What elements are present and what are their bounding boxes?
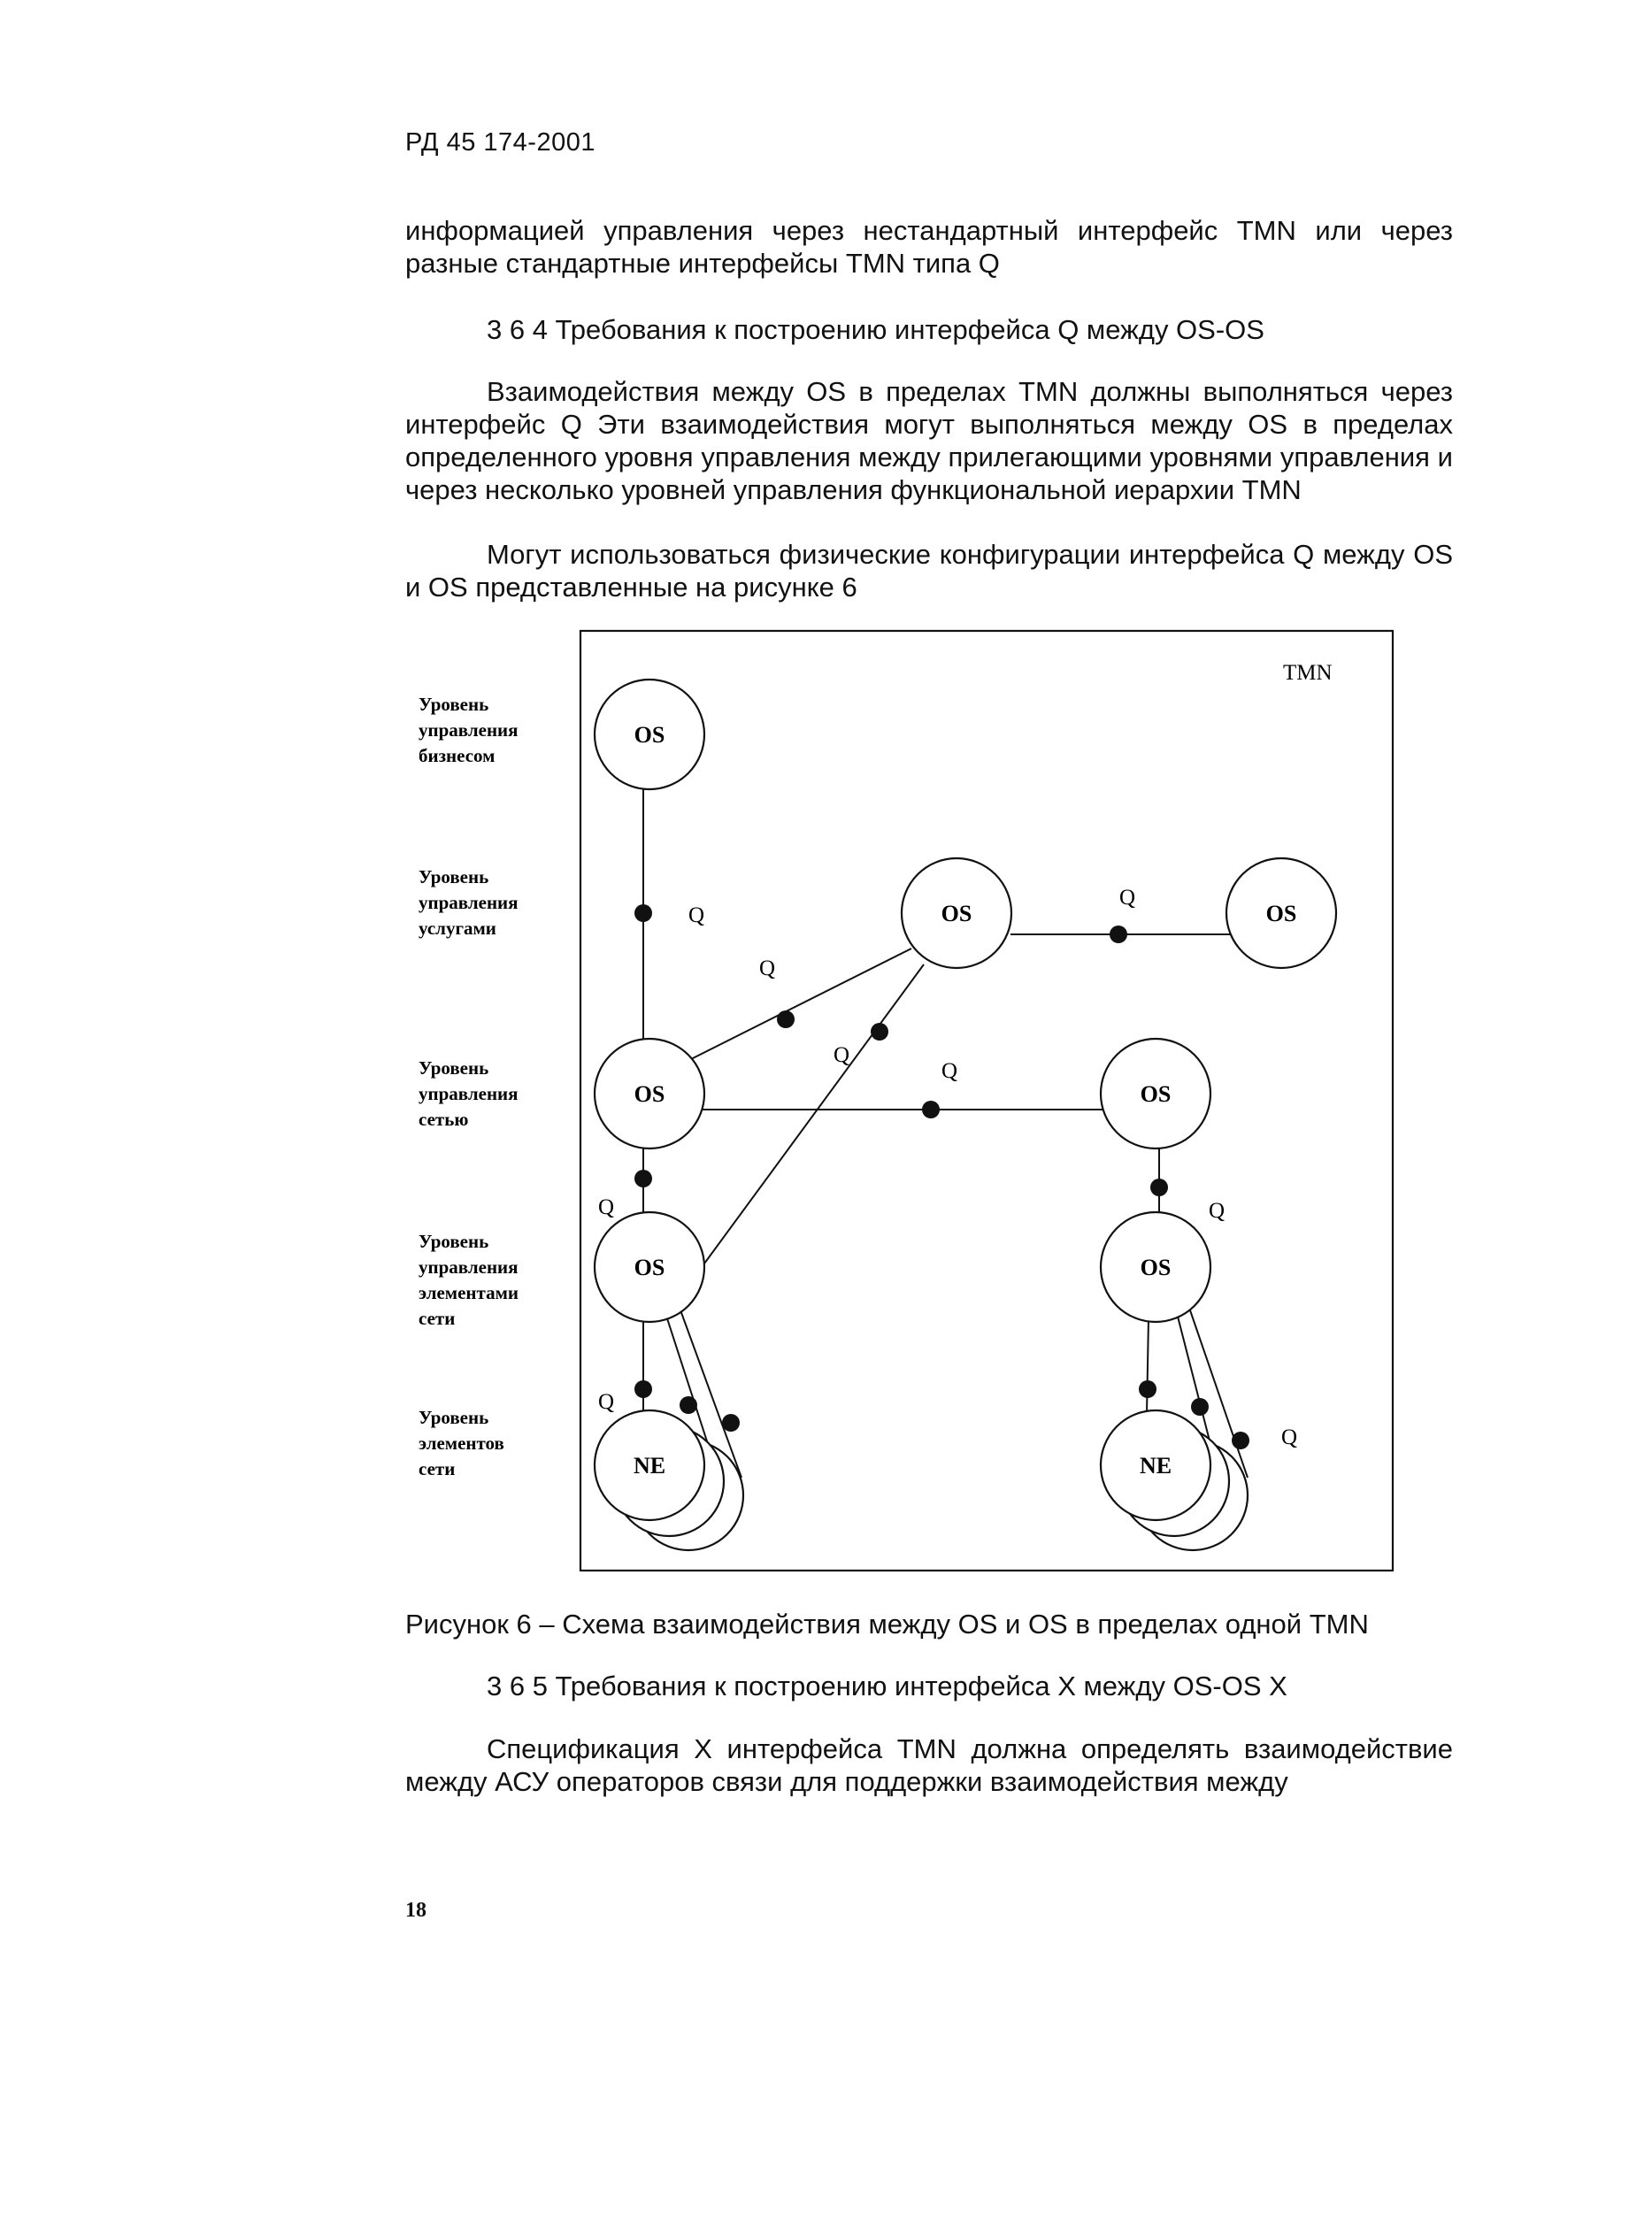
q-point-element-ne-right-1 (1139, 1380, 1156, 1398)
q-label: Q (688, 903, 705, 927)
q-point-element-ne-right-3 (1232, 1432, 1249, 1449)
os-node-label: OS (634, 1081, 665, 1107)
section-heading-3-6-4: 3 6 4 Требования к построению интерфейса Q между OS-OS (487, 314, 1264, 345)
paragraph-os-interaction: Взаимодействия между OS в пределах TMN должны выполняться через интерфейс Q Эти взаимодействия могут выполняться между OS в пределах определенного уровня управления между прилегающими уровнями управления и через несколько уровней управления функциональной иерархии TMN (405, 376, 1453, 505)
q-point-element-ne-left-2 (680, 1396, 697, 1414)
ne-node-label: NE (633, 1453, 666, 1479)
q-label: Q (759, 956, 776, 980)
section-heading-3-6-5: 3 6 5 Требования к построению интерфейса X между OS-OS X (487, 1671, 1287, 1701)
ne-node-label: NE (1139, 1453, 1172, 1479)
os-node-label: OS (634, 722, 665, 748)
os-node-label: OS (1265, 901, 1297, 926)
q-label: Q (598, 1390, 615, 1414)
tmn-label: TMN (1283, 661, 1333, 685)
level-label-network: Уровень управления сетью (419, 1057, 519, 1130)
q-label: Q (834, 1043, 850, 1067)
q-label: Q (1209, 1199, 1226, 1223)
link-right-element-os-to-ne-1 (1147, 1318, 1149, 1414)
q-point-service-element (871, 1023, 888, 1041)
level-label-element-management: Уровень управления элементами сети (419, 1231, 519, 1329)
os-node-label: OS (1140, 1081, 1172, 1107)
paragraph-continuation: информацией управления через нестандартный интерфейс TMN или через разные стандартные интерфейсы TMN типа Q (405, 215, 1453, 279)
os-node-label: OS (1140, 1255, 1172, 1280)
q-label: Q (598, 1195, 615, 1219)
q-point-network-service (777, 1010, 795, 1028)
paragraph-physical-configurations: Могут использоваться физические конфигурации интерфейса Q между OS и OS представленные на рисунке 6 (405, 539, 1453, 603)
q-point-element-ne-left-1 (634, 1380, 652, 1398)
link-network-os-to-service-os (686, 949, 911, 1062)
page-number: 18 (405, 1899, 426, 1922)
q-point-element-ne-left-3 (722, 1414, 740, 1432)
page-code: РД 45 174-2001 (405, 128, 595, 157)
os-node-label: OS (634, 1255, 665, 1280)
level-label-network-elements: Уровень элементов сети (419, 1407, 504, 1479)
level-label-service: Уровень управления услугами (419, 866, 519, 939)
level-label-business: Уровень управления бизнесом (419, 694, 519, 766)
q-point-service-service (1110, 926, 1127, 943)
os-node-label: OS (941, 901, 972, 926)
q-point-network-element-left (634, 1170, 652, 1187)
q-label: Q (1119, 886, 1136, 910)
figure-caption: Рисунок 6 – Схема взаимодействия между OS и OS в пределах одной TMN (405, 1609, 1369, 1640)
paragraph-x-interface: Спецификация X интерфейса TMN должна определять взаимодействие между АСУ операторов связи для поддержки взаимодействия между (405, 1733, 1453, 1797)
q-label: Q (941, 1059, 958, 1083)
q-point-element-ne-right-2 (1191, 1398, 1209, 1416)
q-label: Q (1281, 1425, 1298, 1449)
q-point-network-network (922, 1101, 940, 1118)
q-point-network-element-right (1150, 1179, 1168, 1196)
q-point-business-network (634, 904, 652, 922)
link-service-os-to-element-os (704, 964, 924, 1264)
